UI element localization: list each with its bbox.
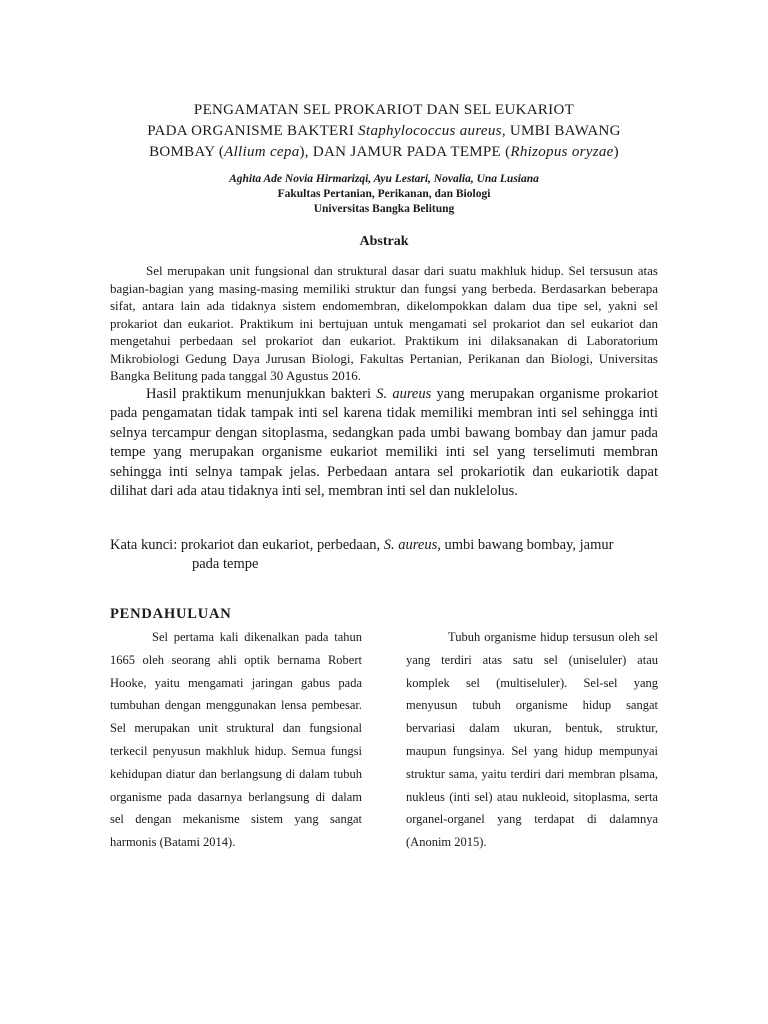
title-species-allium: Allium cepa <box>224 144 300 160</box>
abstract-p2-pre: Hasil praktikum menunjukkan bakteri <box>146 385 377 402</box>
column-right <box>406 626 658 854</box>
keywords <box>110 536 658 574</box>
keywords-pre: Kata kunci: prokariot dan eukariot, perbedaan, <box>110 537 384 553</box>
left-column-paragraph: Sel pertama kali dikenalkan pada tahun 1665 oleh seorang ahli optik bernama Robert Hooke, yaitu mengamati jaringan gabus pada tumbuhan dengan menggunakan lensa pembesar. Sel merupakan unit struktural dan fungsional terkecil penyusun makhluk hidup. Semua fungsi kehidupan diatur dan berlangsung di dalam tubuh organisme pada dasarnya berlangsung di dalam sel dengan mekanisme sistem yang sangat harmonis (Batami 2014). <box>110 630 362 850</box>
paper-title <box>100 100 668 163</box>
title-line-3-mid: ), DAN JAMUR PADA TEMPE ( <box>299 144 511 160</box>
keywords-line-2: pada tempe <box>192 556 259 572</box>
title-line-2-post: , UMBI BAWANG <box>501 123 621 139</box>
title-line-1: PENGAMATAN SEL PROKARIOT DAN SEL EUKARIOT <box>193 102 575 118</box>
title-line-3-post: ) <box>613 144 619 160</box>
author-block <box>120 172 648 217</box>
author-faculty: Fakultas Pertanian, Perikanan, dan Biologi <box>277 188 491 200</box>
title-species-rhizopus: Rhizopus oryzae <box>510 144 614 160</box>
abstract-p2-species: S. aureus <box>376 385 432 402</box>
abstract-paragraph-1: Sel merupakan unit fungsional dan struktural dasar dari suatu makhluk hidup. Sel tersusun atas bagian-bagian yang masing-masing memiliki struktur dan fungsi yang berbeda. Berdasarkan beberapa sifat, antara lain ada tidaknya sistem endomembran, dikelompokkan dalam dua tipe sel, yakni sel prokariot dan eukariot. Praktikum ini bertujuan untuk mengamati sel prokariot dan sel eukariot dan mengetahui perbedaan sel prokariot dan eukariot. Praktikum ini dilaksanakan di Laboratorium Mikrobiologi Gedung Daya Jurusan Biologi, Fakultas Pertanian, Perikanan dan Biologi, Universitas Bangka Belitung pada tanggal 30 Agustus 2016. <box>110 263 658 383</box>
abstract-p2-post: yang merupakan organisme prokariot pada pengamatan tidak tampak inti sel karena tidak memiliki membran inti sel sehingga inti selnya tercampur dengan sitoplasma, sedangkan pada umbi bawang bombay dan jamur pada tempe yang merupakan organisme eukariot memiliki inti sel yang terselimuti membran sehingga inti selnya tampak jelas. Perbedaan antara sel prokariotik dan eukariotik dapat dilihat dari ada atau tidaknya inti sel, membran inti sel dan nuklelolus. <box>110 385 658 499</box>
title-species-staphylococcus: Staphylococcus aureus <box>358 123 502 139</box>
abstract-paragraph-2 <box>110 385 658 502</box>
column-left <box>110 626 362 854</box>
title-line-3 <box>100 142 668 163</box>
abstract-body <box>110 262 658 502</box>
author-names: Aghita Ade Novia Hirmarizqi, Ayu Lestari, Novalia, Una Lusiana <box>229 173 539 185</box>
keywords-species: S. aureus <box>383 537 438 553</box>
keywords-post: , umbi bawang bombay, jamur <box>437 537 614 553</box>
section-heading-pendahuluan: PENDAHULUAN <box>110 606 232 622</box>
abstract-heading: Abstrak <box>359 234 409 249</box>
title-line-2-pre: PADA ORGANISME BAKTERI <box>147 123 359 139</box>
right-column-paragraph: Tubuh organisme hidup tersusun oleh sel yang terdiri atas satu sel (uniseluler) atau komplek sel (multiseluler). Sel-sel yang menyusun tubuh organisme hidup sangat bervariasi dalam ukuran, bentuk, struktur, maupun fungsinya. Sel yang hidup mempunyai struktur sama, yaitu terdiri dari membran plsama, nukleus (inti sel) atau nukleoid, sitoplasma, serta organel-organel yang terdapat di dalamnya (Anonim 2015). <box>406 630 658 850</box>
title-line-3-pre: BOMBAY ( <box>149 144 225 160</box>
author-university: Universitas Bangka Belitung <box>313 203 455 215</box>
title-line-2 <box>100 121 668 142</box>
